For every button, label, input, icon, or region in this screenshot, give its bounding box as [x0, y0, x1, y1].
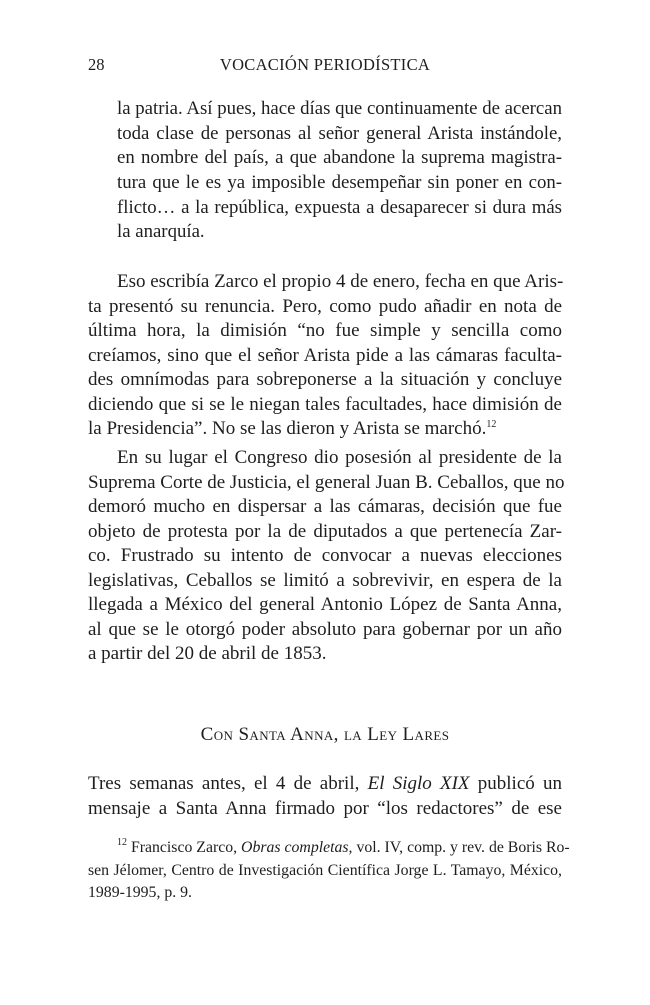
text-segment: vol. IV, comp. y rev. de Boris Ro- [352, 839, 570, 856]
book-title: Obras completas, [241, 839, 353, 856]
text-line: legislativas, Ceballos se limitó a sobrevivir, en espera de la [88, 569, 562, 591]
text-line: creíamos, sino que el señor Arista pide a las cámaras faculta- [88, 344, 562, 366]
quote-line: en nombre del país, a que abandone la suprema magistra- [117, 147, 562, 169]
text-line: ta presentó su renuncia. Pero, como pudo añadir en nota de [88, 295, 562, 317]
text-line: mensaje a Santa Anna firmado por “los redactores” de ese [88, 797, 562, 819]
footnote [88, 837, 570, 905]
quote-line: toda clase de personas al señor general Arista instándole, [117, 122, 562, 144]
footnote-reference: 12 [486, 419, 497, 430]
text-line: diciendo que si se le niegan tales facultades, hace dimisión de [88, 393, 562, 415]
paragraph-3 [88, 772, 562, 821]
newspaper-title: El Siglo XIX [367, 773, 470, 794]
text-line: des omnímodas para sobreponerse a la situación y concluye [88, 369, 562, 390]
paragraph-1 [88, 270, 562, 442]
text-line: demoró mucho en dispersar a las cámaras, decisión que fue [88, 496, 562, 517]
footnote-line: sen Jélomer, Centro de Investigación Científica Jorge L. Tamayo, México, [88, 861, 562, 879]
quote-line: flicto… a la república, expuesta a desaparecer si dura más [117, 196, 562, 218]
text-line [88, 772, 562, 797]
running-head [88, 55, 562, 81]
footnote-number: 12 [117, 837, 127, 848]
block-quote [117, 97, 562, 245]
page-number: 28 [88, 55, 105, 74]
text-line: última hora, la dimisión “no fue simple y sencilla como [88, 320, 562, 341]
running-head-title: VOCACIÓN PERIODÍSTICA [219, 55, 431, 74]
quote-line: la anarquía. [117, 221, 205, 243]
text-line: objeto de protesta por la de diputados a que pertenecía Zar- [88, 520, 562, 542]
quote-line: la patria. Así pues, hace días que continuamente de acercan [117, 98, 562, 119]
text-line-content: la Presidencia”. No se las dieron y Arista se marchó. [88, 418, 487, 439]
text-segment: Tres semanas antes, el 4 de abril, [88, 773, 368, 794]
text-segment: publicó un [469, 773, 563, 794]
section-heading: Con Santa Anna, la Ley Lares [200, 724, 450, 745]
text-line: En su lugar el Congreso dio posesión al presidente de la [117, 447, 562, 468]
text-line: al que se le otorgó poder absoluto para gobernar por un año [88, 618, 562, 640]
paragraph-2 [88, 446, 565, 667]
text-line: co. Frustrado su intento de convocar a nuevas elecciones [88, 545, 562, 566]
text-line [88, 417, 562, 442]
text-segment: Francisco Zarco, [127, 839, 242, 856]
footnote-line [88, 837, 570, 860]
text-line: Eso escribía Zarco el propio 4 de enero, fecha en que Aris- [117, 271, 564, 292]
text-line: llegada a México del general Antonio López de Santa Anna, [88, 594, 562, 615]
quote-line: tura que le es ya imposible desempeñar sin poner en con- [117, 172, 562, 194]
text-line: Suprema Corte de Justicia, el general Juan B. Ceballos, que no [88, 471, 565, 493]
footnote-line: 1989-1995, p. 9. [88, 884, 192, 901]
text-line: a partir del 20 de abril de 1853. [88, 643, 327, 664]
